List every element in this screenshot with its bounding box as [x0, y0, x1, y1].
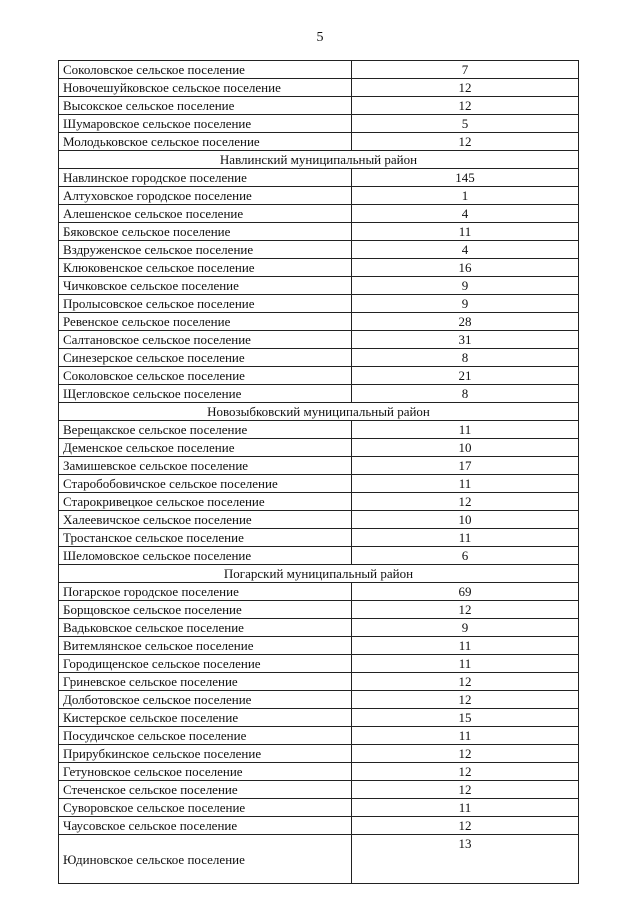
settlement-value: 5 [352, 115, 579, 133]
table-row [59, 493, 579, 511]
settlement-value: 11 [352, 727, 579, 745]
settlement-value: 16 [352, 259, 579, 277]
district-header: Погарский муниципальный район [59, 565, 579, 583]
settlement-name: Замишевское сельское поселение [59, 457, 352, 475]
district-header-row [59, 151, 579, 169]
table-row [59, 169, 579, 187]
settlement-name: Витемлянское сельское поселение [59, 637, 352, 655]
settlement-name: Посудичское сельское поселение [59, 727, 352, 745]
district-header: Новозыбковский муниципальный район [59, 403, 579, 421]
settlement-value: 31 [352, 331, 579, 349]
table-row [59, 313, 579, 331]
settlement-name: Прирубкинское сельское поселение [59, 745, 352, 763]
table-row [59, 709, 579, 727]
settlement-value: 9 [352, 619, 579, 637]
settlement-name: Алешенское сельское поселение [59, 205, 352, 223]
settlement-name: Синезерское сельское поселение [59, 349, 352, 367]
settlement-name: Деменское сельское поселение [59, 439, 352, 457]
district-header-row [59, 565, 579, 583]
settlement-value: 4 [352, 241, 579, 259]
table-row [59, 763, 579, 781]
settlement-value: 28 [352, 313, 579, 331]
district-header-row [59, 403, 579, 421]
settlements-table [58, 60, 579, 884]
page-number: 5 [316, 30, 324, 45]
table-row [59, 259, 579, 277]
settlement-value: 12 [352, 781, 579, 799]
settlement-value: 9 [352, 295, 579, 313]
settlement-name: Шумаровское сельское поселение [59, 115, 352, 133]
settlement-value: 11 [352, 475, 579, 493]
settlement-value: 15 [352, 709, 579, 727]
table-row [59, 115, 579, 133]
settlement-value: 145 [352, 169, 579, 187]
table-row [59, 673, 579, 691]
settlement-name: Пролысовское сельское поселение [59, 295, 352, 313]
table-row [59, 691, 579, 709]
settlement-name: Соколовское сельское поселение [59, 61, 352, 79]
settlement-name: Старобобовичское сельское поселение [59, 475, 352, 493]
district-header: Навлинский муниципальный район [59, 151, 579, 169]
table-row [59, 61, 579, 79]
settlement-value: 8 [352, 349, 579, 367]
settlement-value: 1 [352, 187, 579, 205]
settlement-name: Навлинское городское поселение [59, 169, 352, 187]
settlement-value: 13 [352, 835, 579, 884]
settlement-name: Городищенское сельское поселение [59, 655, 352, 673]
table-row [59, 133, 579, 151]
table-row [59, 529, 579, 547]
table-row [59, 97, 579, 115]
settlement-name: Верещакское сельское поселение [59, 421, 352, 439]
table-row [59, 277, 579, 295]
settlement-name: Щегловское сельское поселение [59, 385, 352, 403]
settlement-name: Бяковское сельское поселение [59, 223, 352, 241]
settlement-name: Вздруженское сельское поселение [59, 241, 352, 259]
table-row [59, 205, 579, 223]
settlement-name: Новочешуйковское сельское поселение [59, 79, 352, 97]
table-row [59, 637, 579, 655]
settlement-value: 12 [352, 493, 579, 511]
settlement-value: 10 [352, 439, 579, 457]
settlement-name: Борщовское сельское поселение [59, 601, 352, 619]
settlement-name: Ревенское сельское поселение [59, 313, 352, 331]
settlement-value: 69 [352, 583, 579, 601]
settlement-name: Суворовское сельское поселение [59, 799, 352, 817]
table-row [59, 439, 579, 457]
settlement-value: 11 [352, 637, 579, 655]
settlement-value: 6 [352, 547, 579, 565]
settlement-name: Долботовское сельское поселение [59, 691, 352, 709]
table-row [59, 655, 579, 673]
settlement-name: Гетуновское сельское поселение [59, 763, 352, 781]
settlement-value: 9 [352, 277, 579, 295]
settlement-name: Юдиновское сельское поселение [59, 835, 352, 884]
settlement-value: 4 [352, 205, 579, 223]
settlement-name: Старокривецкое сельское поселение [59, 493, 352, 511]
settlement-value: 11 [352, 421, 579, 439]
settlement-value: 12 [352, 745, 579, 763]
table-row [59, 241, 579, 259]
settlement-value: 12 [352, 97, 579, 115]
settlement-name: Погарское городское поселение [59, 583, 352, 601]
settlement-name: Салтановское сельское поселение [59, 331, 352, 349]
settlement-value: 7 [352, 61, 579, 79]
settlement-name: Гриневское сельское поселение [59, 673, 352, 691]
settlement-name: Стеченское сельское поселение [59, 781, 352, 799]
table-row [59, 421, 579, 439]
settlement-name: Алтуховское городское поселение [59, 187, 352, 205]
table-row [59, 475, 579, 493]
settlement-name: Вадьковское сельское поселение [59, 619, 352, 637]
settlement-value: 12 [352, 673, 579, 691]
settlement-value: 8 [352, 385, 579, 403]
settlement-name: Кистерское сельское поселение [59, 709, 352, 727]
table-row [59, 79, 579, 97]
table-row [59, 349, 579, 367]
table-row [59, 745, 579, 763]
settlement-value: 11 [352, 223, 579, 241]
settlement-value: 11 [352, 529, 579, 547]
settlement-name: Халеевичское сельское поселение [59, 511, 352, 529]
table-row [59, 367, 579, 385]
table-row [59, 583, 579, 601]
settlement-name: Чаусовское сельское поселение [59, 817, 352, 835]
table-row [59, 601, 579, 619]
settlement-value: 21 [352, 367, 579, 385]
settlement-name: Чичковское сельское поселение [59, 277, 352, 295]
settlement-name: Клюковенское сельское поселение [59, 259, 352, 277]
settlement-name: Молодьковское сельское поселение [59, 133, 352, 151]
settlement-value: 11 [352, 799, 579, 817]
settlement-value: 12 [352, 763, 579, 781]
table-row [59, 223, 579, 241]
table-row [59, 385, 579, 403]
table-row [59, 799, 579, 817]
settlement-value: 11 [352, 655, 579, 673]
table-row [59, 817, 579, 835]
settlement-name: Шеломовское сельское поселение [59, 547, 352, 565]
settlement-name: Тростанское сельское поселение [59, 529, 352, 547]
table-row [59, 331, 579, 349]
table-row [59, 619, 579, 637]
table-row [59, 295, 579, 313]
settlement-value: 10 [352, 511, 579, 529]
settlement-value: 12 [352, 133, 579, 151]
settlements-table-body [59, 61, 579, 884]
table-row [59, 835, 579, 884]
settlement-value: 12 [352, 79, 579, 97]
settlement-name: Высокское сельское поселение [59, 97, 352, 115]
settlement-value: 12 [352, 691, 579, 709]
settlement-value: 17 [352, 457, 579, 475]
table-row [59, 727, 579, 745]
table-row [59, 457, 579, 475]
table-row [59, 547, 579, 565]
settlement-value: 12 [352, 817, 579, 835]
settlement-value: 12 [352, 601, 579, 619]
table-row [59, 511, 579, 529]
table-row [59, 187, 579, 205]
settlement-name: Соколовское сельское поселение [59, 367, 352, 385]
table-row [59, 781, 579, 799]
